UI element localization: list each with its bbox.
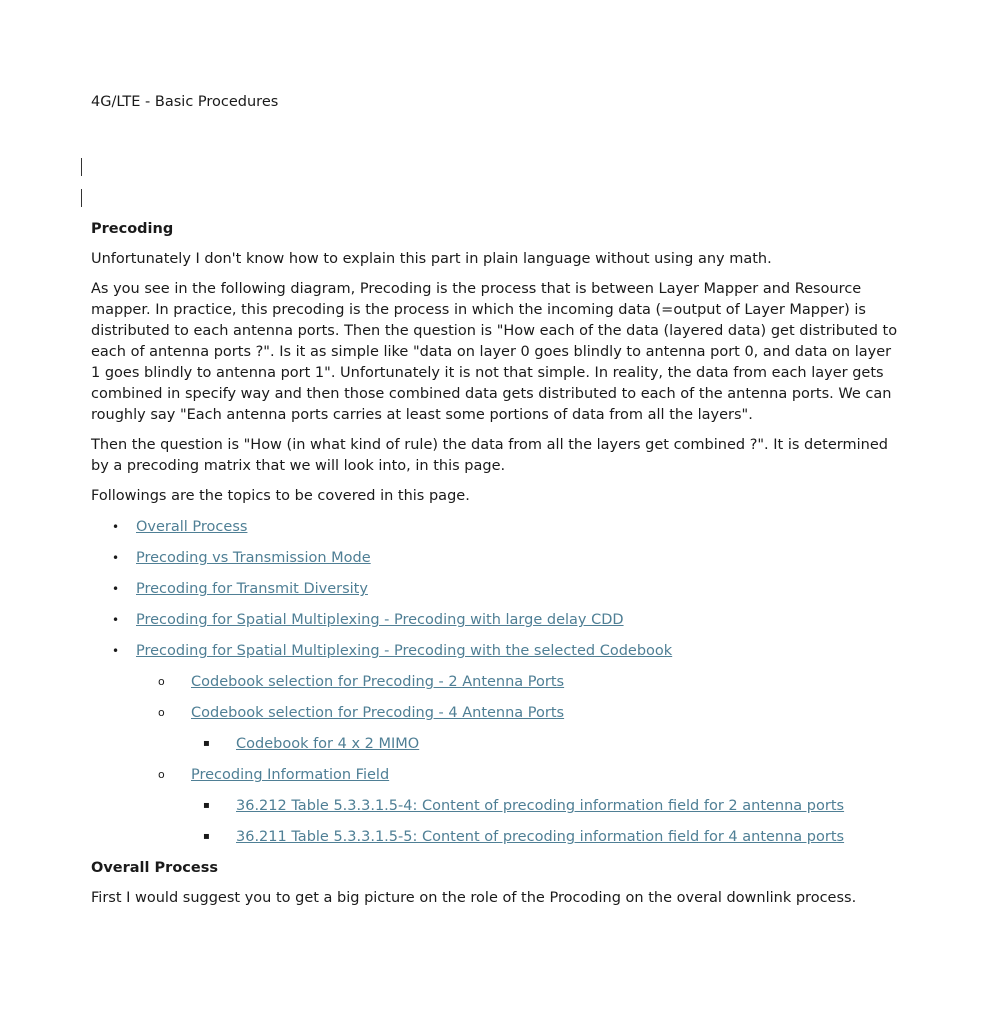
precoding-intro (91, 249, 991, 507)
toc-item (91, 826, 991, 848)
section-heading-precoding: Precoding (91, 221, 174, 237)
paragraph (91, 486, 991, 507)
breadcrumb[interactable]: 4G/LTE - Basic Procedures (91, 94, 279, 110)
toc-item (91, 702, 991, 724)
toc-link[interactable]: Codebook for 4 x 2 MIMO (236, 736, 420, 752)
bullet-icon: • (112, 613, 120, 627)
paragraph-line: each of antenna ports ?". Is it as simple like "data on layer 0 goes blindly to antenna port 0, and data on layer (91, 344, 892, 360)
toc-item (91, 609, 991, 631)
toc-item (91, 764, 991, 786)
bullet-icon: • (112, 551, 120, 565)
bullet-icon: o (158, 706, 165, 719)
toc-link[interactable]: Precoding vs Transmission Mode (136, 550, 371, 566)
bullet-icon: ▪ (203, 738, 210, 749)
text-cursor (81, 189, 82, 207)
section-heading-overall-process: Overall Process (91, 860, 218, 876)
text-cursor (81, 158, 82, 176)
toc-link[interactable]: Precoding for Transmit Diversity (136, 581, 368, 597)
toc-link[interactable]: Precoding Information Field (191, 767, 390, 783)
toc-link[interactable]: Codebook selection for Precoding - 4 Antenna Ports (191, 705, 565, 721)
bullet-icon: o (158, 675, 165, 688)
toc-item (91, 578, 991, 600)
toc-item (91, 795, 991, 817)
paragraph (91, 435, 991, 477)
paragraph-line: roughly say "Each antenna ports carries at least some portions of data from all the layers". (91, 407, 753, 423)
paragraph-line: Followings are the topics to be covered in this page. (91, 488, 470, 504)
paragraph-line: 1 goes blindly to antenna port 1". Unfortunately it is not that simple. In reality, the data from each layer gets (91, 365, 884, 381)
paragraph (91, 249, 991, 270)
paragraph-line: by a precoding matrix that we will look into, in this page. (91, 458, 506, 474)
overall-process-paragraph: First I would suggest you to get a big picture on the role of the Procoding on the overal downlink process. (91, 890, 857, 906)
paragraph-line: Then the question is "How (in what kind of rule) the data from all the layers get combined ?". It is determined (91, 437, 888, 453)
table-of-contents (91, 516, 991, 848)
toc-link[interactable]: Codebook selection for Precoding - 2 Antenna Ports (191, 674, 565, 690)
paragraph-line: As you see in the following diagram, Precoding is the process that is between Layer Mapper and Resource (91, 281, 862, 297)
toc-item (91, 640, 991, 662)
toc-link[interactable]: Precoding for Spatial Multiplexing - Precoding with large delay CDD (136, 612, 624, 628)
bullet-icon: o (158, 768, 165, 781)
bullet-icon: • (112, 644, 120, 658)
paragraph-line: mapper. In practice, this precoding is the process in which the incoming data (=output of Layer Mapper) is (91, 302, 866, 318)
bullet-icon: ▪ (203, 831, 210, 842)
article-body (91, 218, 991, 918)
toc-item (91, 547, 991, 569)
bullet-icon: • (112, 582, 120, 596)
paragraph (91, 279, 991, 426)
toc-item (91, 733, 991, 755)
paragraph-line: Unfortunately I don't know how to explain this part in plain language without using any math. (91, 251, 772, 267)
toc-link[interactable]: 36.212 Table 5.3.3.1.5-4: Content of precoding information field for 2 antenna ports (236, 798, 845, 814)
paragraph-line: combined in specify way and then those combined data gets distributed to each of the antenna ports. We can (91, 386, 892, 402)
toc-link[interactable]: Overall Process (136, 519, 248, 535)
toc-item (91, 516, 991, 538)
bullet-icon: ▪ (203, 800, 210, 811)
toc-link[interactable]: 36.211 Table 5.3.3.1.5-5: Content of precoding information field for 4 antenna ports (236, 829, 845, 845)
toc-link[interactable]: Precoding for Spatial Multiplexing - Precoding with the selected Codebook (136, 643, 673, 659)
bullet-icon: • (112, 520, 120, 534)
paragraph-line: distributed to each antenna ports. Then the question is "How each of the data (layered data) get distributed to (91, 323, 898, 339)
toc-item (91, 671, 991, 693)
